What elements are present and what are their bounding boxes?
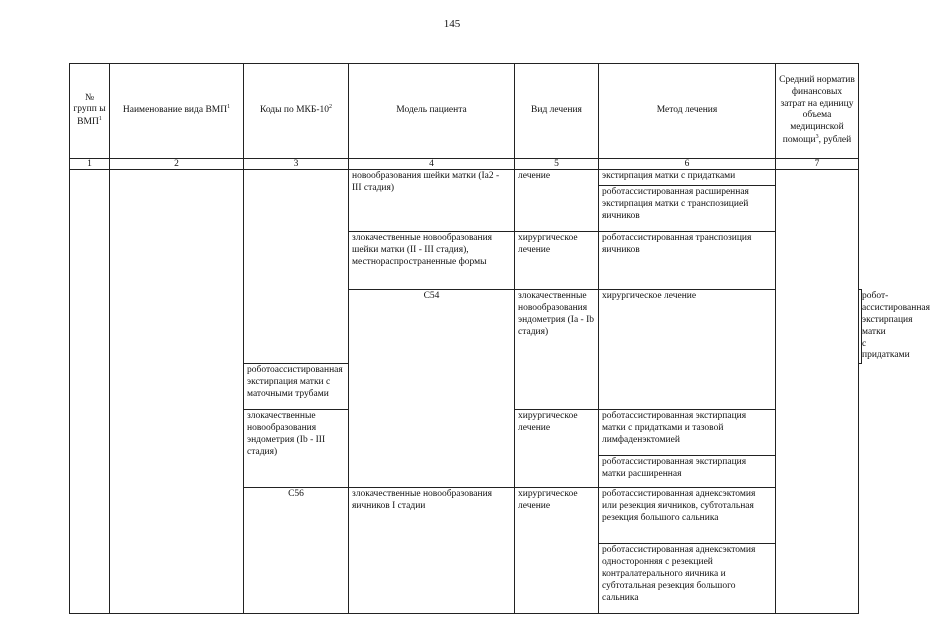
treatment-method-cell: роботассистированная экстирпация матки расширенная [599, 456, 776, 488]
header-patient-model: Модель пациента [349, 64, 515, 159]
table-row [70, 170, 862, 186]
treatment-method-cell: роботассистированная транспозиция яичников [599, 232, 776, 290]
treatment-method-cell: роботассистированная экстирпация матки с придатками [859, 290, 862, 364]
vmp-table [69, 63, 930, 614]
header-group-no: № групп ы ВМП$^1$ [70, 64, 110, 159]
patient-model-cell: злокачественные новообразования шейки матки (II - III стадия), местнораспространенные формы [349, 232, 515, 290]
column-number: 1 [70, 159, 110, 170]
column-number: 4 [349, 159, 515, 170]
treatment-method-cell: роботассистированная расширенная экстирпация матки с транспозицией яичников [599, 186, 776, 232]
patient-model-cell: злокачественные новообразования эндометрия (Ia - Ib стадия) [515, 290, 599, 410]
patient-model-cell: новообразования шейки матки (Ia2 - III стадия) [349, 170, 515, 232]
treatment-method-cell: роботоассистированная экстирпация матки с маточными трубами [244, 364, 349, 410]
avg-cost-cell [776, 170, 859, 614]
icd-code-cell: C56 [244, 488, 349, 614]
column-number: 3 [244, 159, 349, 170]
page-number: 145 [443, 18, 461, 30]
treatment-type-cell: хирургическое лечение [515, 488, 599, 614]
vmp-name-cell [110, 170, 244, 614]
treatment-method-cell: экстирпация матки с придатками [599, 170, 776, 186]
column-number: 2 [110, 159, 244, 170]
icd-code-cell: C54 [349, 290, 515, 488]
header-icd-codes: Коды по МКБ-$10^2$ [244, 64, 349, 159]
column-number: 5 [515, 159, 599, 170]
group-no-cell [70, 170, 110, 614]
column-number: 7 [776, 159, 859, 170]
treatment-type-cell: хирургическое лечение [599, 290, 776, 410]
header-treatment-method: Метод лечения [599, 64, 776, 159]
header-row [70, 64, 862, 159]
treatment-type-cell: хирургическое лечение [515, 232, 599, 290]
treatment-type-cell: лечение [515, 170, 599, 232]
icd-code-cell [244, 170, 349, 364]
treatment-method-cell: роботассистированная аднексэктомия или резекция яичников, субтотальная резекция большого сальника [599, 488, 776, 544]
column-number: 6 [599, 159, 776, 170]
header-avg-cost: Средний норматив финансовых затрат на единицу объема медицинской помощи$^3$, рублей [776, 64, 859, 159]
treatment-type-cell: хирургическое лечение [515, 410, 599, 488]
header-vmp-name: Наименование вида ВМП$^1$ [110, 64, 244, 159]
patient-model-cell: злокачественные новообразования яичников I стадии [349, 488, 515, 614]
treatment-method-cell: роботассистированная аднексэктомия односторонняя с резекцией контралатерального яичника и субтотальная резекция большого сальника [599, 544, 776, 614]
treatment-method-cell: роботассистированная экстирпация матки с придатками и тазовой лимфаденэктомией [599, 410, 776, 456]
patient-model-cell: злокачественные новообразования эндометрия (Ib - III стадия) [244, 410, 349, 488]
column-number-row [70, 159, 862, 170]
header-treatment-type: Вид лечения [515, 64, 599, 159]
